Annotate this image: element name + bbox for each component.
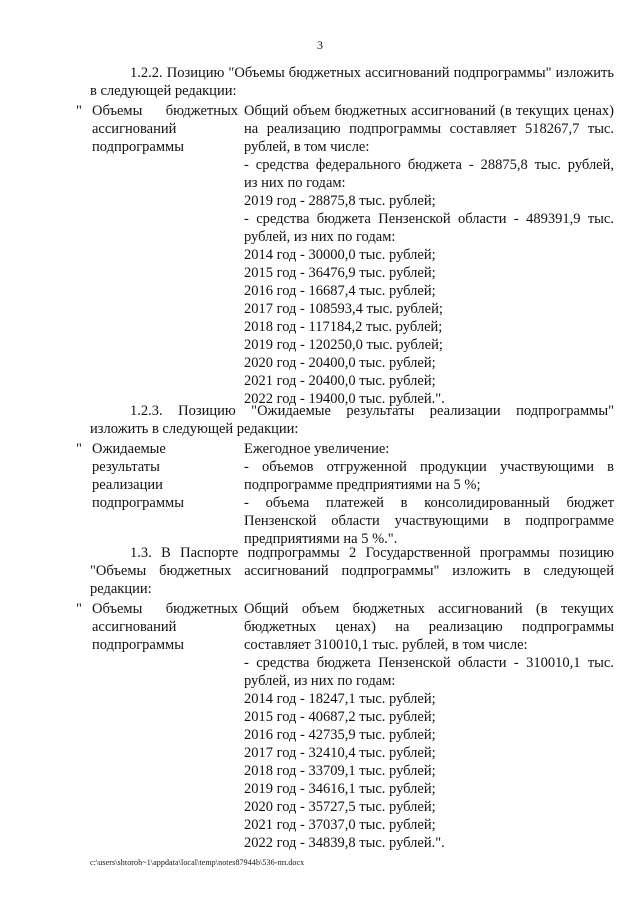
label-line: подпрограммы bbox=[92, 637, 184, 653]
label-line: Объемы бюджетных bbox=[92, 601, 238, 617]
label-line: реализации bbox=[92, 477, 163, 493]
value-line: рублей, из них по годам: bbox=[244, 229, 396, 245]
label-line: ассигнований bbox=[92, 121, 177, 137]
heading-line: 1.2.2. Позицию "Объемы бюджетных ассигнований подпрограммы" изложить bbox=[130, 65, 614, 81]
position-value bbox=[244, 440, 614, 548]
value-line: 2015 год - 40687,2 тыс. рублей; bbox=[244, 709, 436, 725]
label-line: Объемы бюджетных bbox=[92, 103, 238, 119]
heading-line: 1.3. В Паспорте подпрограммы 2 Государственной программы позицию bbox=[130, 545, 614, 561]
value-line: - объема платежей в консолидированный бюджет bbox=[244, 495, 614, 511]
value-line: подпрограмме предприятиями на 5 %; bbox=[244, 477, 481, 493]
value-line: рублей, в том числе: bbox=[244, 139, 370, 155]
value-line: 2021 год - 37037,0 тыс. рублей; bbox=[244, 817, 436, 833]
value-line: на реализацию подпрограммы составляет 518267,7 тыс. bbox=[244, 121, 614, 137]
value-line: 2014 год - 18247,1 тыс. рублей; bbox=[244, 691, 436, 707]
value-line: 2018 год - 117184,2 тыс. рублей; bbox=[244, 319, 443, 335]
value-line: 2019 год - 120250,0 тыс. рублей; bbox=[244, 337, 443, 353]
file-path-footer: c:\users\shtoroh~1\appdata\local\temp\notes87944b\536-пп.docx bbox=[90, 858, 305, 867]
position-value bbox=[244, 600, 614, 852]
value-line: 2021 год - 20400,0 тыс. рублей; bbox=[244, 373, 436, 389]
label-line: Ожидаемые bbox=[92, 441, 166, 457]
value-line: 2014 год - 30000,0 тыс. рублей; bbox=[244, 247, 436, 263]
open-quote: " bbox=[76, 103, 82, 119]
label-line: подпрограммы bbox=[92, 495, 184, 511]
value-line: Пензенской области участвующими в подпрограмме bbox=[244, 513, 614, 529]
position-label bbox=[92, 102, 238, 156]
heading-line: редакции: bbox=[90, 581, 152, 597]
page-number: 3 bbox=[317, 38, 323, 52]
position-value bbox=[244, 102, 614, 408]
value-line: 2019 год - 34616,1 тыс. рублей; bbox=[244, 781, 436, 797]
label-line: ассигнований bbox=[92, 619, 177, 635]
section-1-2-3-heading bbox=[90, 402, 614, 438]
value-line: 2020 год - 35727,5 тыс. рублей; bbox=[244, 799, 436, 815]
open-quote: " bbox=[76, 601, 82, 617]
value-line: 2016 год - 42735,9 тыс. рублей; bbox=[244, 727, 436, 743]
value-line: 2017 год - 32410,4 тыс. рублей; bbox=[244, 745, 436, 761]
value-line: 2016 год - 16687,4 тыс. рублей; bbox=[244, 283, 436, 299]
value-line: 2018 год - 33709,1 тыс. рублей; bbox=[244, 763, 436, 779]
value-line: из них по годам: bbox=[244, 175, 346, 191]
value-line: 2020 год - 20400,0 тыс. рублей; bbox=[244, 355, 436, 371]
value-line: рублей, из них по годам: bbox=[244, 673, 396, 689]
value-line: Общий объем бюджетных ассигнований (в текущих ценах) bbox=[244, 103, 614, 119]
value-line: - средства бюджета Пензенской области - 489391,9 тыс. bbox=[244, 211, 614, 227]
position-label bbox=[92, 440, 238, 512]
value-line: 2022 год - 34839,8 тыс. рублей.". bbox=[244, 835, 445, 851]
label-line: результаты bbox=[92, 459, 160, 475]
heading-line: в следующей редакции: bbox=[90, 83, 237, 99]
heading-line: изложить в следующей редакции: bbox=[90, 421, 299, 437]
value-line: 2015 год - 36476,9 тыс. рублей; bbox=[244, 265, 436, 281]
section-1-3-heading bbox=[90, 544, 614, 598]
section-1-2-2-heading bbox=[90, 64, 614, 100]
label-line: подпрограммы bbox=[92, 139, 184, 155]
value-line: 2019 год - 28875,8 тыс. рублей; bbox=[244, 193, 436, 209]
value-line: предприятиями на 5 %.". bbox=[244, 531, 398, 547]
value-line: Ежегодное увеличение: bbox=[244, 441, 390, 457]
value-line: Общий объем бюджетных ассигнований (в текущих bbox=[244, 601, 614, 617]
value-line: 2017 год - 108593,4 тыс. рублей; bbox=[244, 301, 443, 317]
value-line: составляет 310010,1 тыс. рублей, в том числе: bbox=[244, 637, 528, 653]
value-line: бюджетных ценах) на реализацию подпрограммы bbox=[244, 619, 614, 635]
heading-line: 1.2.3. Позицию "Ожидаемые результаты реализации подпрограммы" bbox=[130, 403, 614, 419]
position-label bbox=[92, 600, 238, 654]
value-line: - средства федерального бюджета - 28875,8 тыс. рублей, bbox=[244, 157, 614, 173]
value-line: - объемов отгруженной продукции участвующими в bbox=[244, 459, 614, 475]
heading-line: "Объемы бюджетных ассигнований подпрограммы" изложить в следующей bbox=[90, 563, 614, 579]
value-line: 2022 год - 19400,0 тыс. рублей.". bbox=[244, 391, 445, 407]
open-quote: " bbox=[76, 441, 82, 457]
value-line: - средства бюджета Пензенской области - 310010,1 тыс. bbox=[244, 655, 614, 671]
